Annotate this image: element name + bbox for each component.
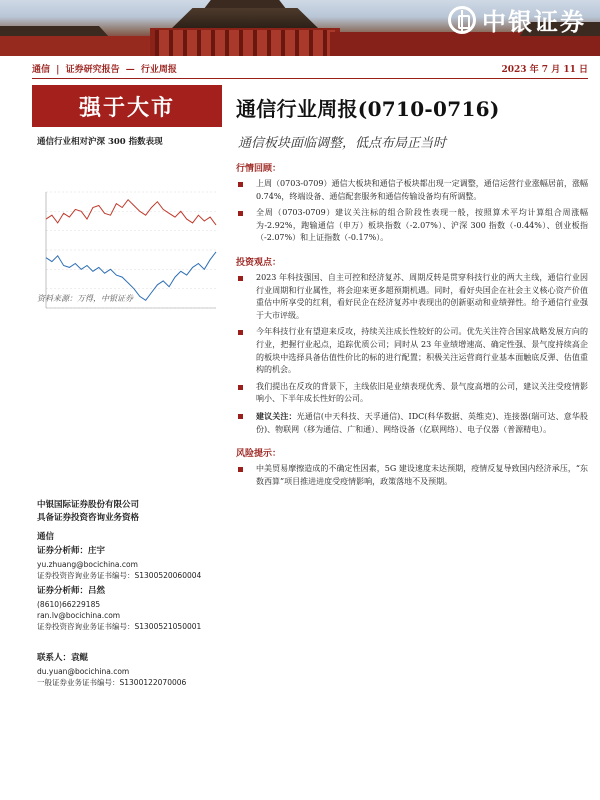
crumb-sep: | (56, 65, 60, 75)
logo-text: 中银证券 (482, 8, 586, 36)
focus-text: 光通信(中天科技、天孚通信)、IDC(科华数据、英维克)、连接器(瑞可达、意华股份)、物联网（移为通信、广和通）、网络设备（亿联网络）、电子仪器（普源精电）。 (256, 411, 588, 434)
analyst-phone: (8610)66229185 (37, 600, 101, 609)
crumb-sep: — (125, 65, 135, 75)
chart-series-line (46, 200, 216, 225)
analyst-email: ran.lv@bocichina.com (37, 611, 121, 620)
report-subtitle: 通信板块面临调整，低点布局正当时 (238, 136, 447, 151)
company-name: 中银国际证券股份有限公司 (37, 500, 140, 510)
analyst-block (37, 546, 201, 581)
breadcrumb-row (32, 59, 588, 79)
section-heading-view: 投资观点： (236, 257, 282, 268)
risk-bullet: 中美贸易摩擦造成的不确定性因素，5G 建设速度未达预期，疫情反复导致国内经济承压，“东数西算”项目推进进度受疫情影响，政策落地不及预期。 (236, 463, 588, 488)
palace-columns (155, 30, 335, 56)
review-bullet: 上周（0703-0709）通信大板块和通信子板块都出现一定调整，通信运营行业涨幅居前，涨幅 0.74%，终端设备、通信配套服务和通信传输设备均有所调整。 (236, 178, 588, 203)
industry-label: 通信 (37, 532, 55, 542)
header-banner (0, 0, 600, 56)
crumb-report-type: 证券研究报告 (65, 65, 120, 75)
contact-role: 联系人：袁鲲 (37, 653, 89, 663)
report-title: 通信行业周报(0710-0716) (236, 97, 500, 121)
rating-badge: 强于大市 (32, 85, 222, 127)
crumb-weekly: 行业周报 (140, 65, 177, 75)
section-heading-risk: 风险提示： (236, 449, 282, 460)
breadcrumb (32, 62, 180, 75)
analyst-license: 证券投资咨询业务证书编号：S1300520060004 (37, 571, 202, 580)
company-info (37, 499, 139, 525)
contact-block (37, 653, 186, 688)
focus-label: 建议关注： (256, 410, 297, 421)
company-qualification: 具备证券投资咨询业务资格 (37, 513, 140, 523)
performance-chart (32, 152, 222, 352)
boc-logo (448, 2, 586, 37)
palace-wall-left (0, 36, 170, 56)
analyst-role: 证券分析师：吕然 (37, 586, 106, 596)
report-date: 2023 年 7 月 11 日 (501, 65, 588, 75)
review-bullet: 全周（0703-0709）建议关注标的组合阶段性表现一般，按照算术平均计算组合周涨幅为-2.92%，跑输通信（申万）板块指数（-2.07%）、沪深 300 指数（-0.44%）、创业板指（-2.07%）和上证指数（-0.17%）。 (236, 207, 588, 245)
main-content (236, 80, 588, 488)
crumb-industry: 通信 (32, 65, 51, 75)
analyst-email: yu.zhuang@bocichina.com (37, 560, 138, 569)
view-bullet: 我们提出在反攻的背景下，主线依旧是业绩表现优秀、景气度高增的公司，建议关注受疫情影响小、下半年成长性好的公司。 (236, 381, 588, 406)
view-bullet: 2023 年科技强国、自主可控和经济复苏、周期反转是贯穿科技行业的两大主线，通信行业因行业周期和行业属性，将会迎来更多超预期机遇。同时，看好央国企在社会主义核心资产价值重估中所享受的红利，看好民企在经济复苏中表现出的创新驱动和业绩弹性。给予通信行业强于大市评级。 (236, 272, 588, 322)
palace-roof (170, 8, 320, 30)
section-heading-review: 行情回顾： (236, 164, 282, 174)
chart-source: 资料来源：万得，中银证券 (37, 294, 133, 303)
analyst-block (37, 586, 201, 632)
boc-logo-icon (448, 6, 476, 34)
analyst-role: 证券分析师：庄宇 (37, 546, 106, 556)
analyst-license: 证券投资咨询业务证书编号：S1300521050001 (37, 622, 202, 631)
contact-license: 一般证券业务证书编号：S1300122070006 (37, 678, 187, 687)
focus-bullet (236, 410, 588, 436)
view-bullet: 今年科技行业有望迎来反攻，持续关注成长性较好的公司。优先关注符合国家战略发展方向的行业，把握行业起点，追踪优质公司；同时从 23 年业绩增速高、确定性强、景气度持续高企的板块中选择具备估值性价比的标的进行配置；积极关注运营商行业基本面触底反弹、估值重构的机会。 (236, 326, 588, 376)
chart-title: 通信行业相对沪深 300 指数表现 (37, 137, 163, 147)
left-column (32, 80, 222, 800)
contact-email: du.yuan@bocichina.com (37, 667, 130, 676)
